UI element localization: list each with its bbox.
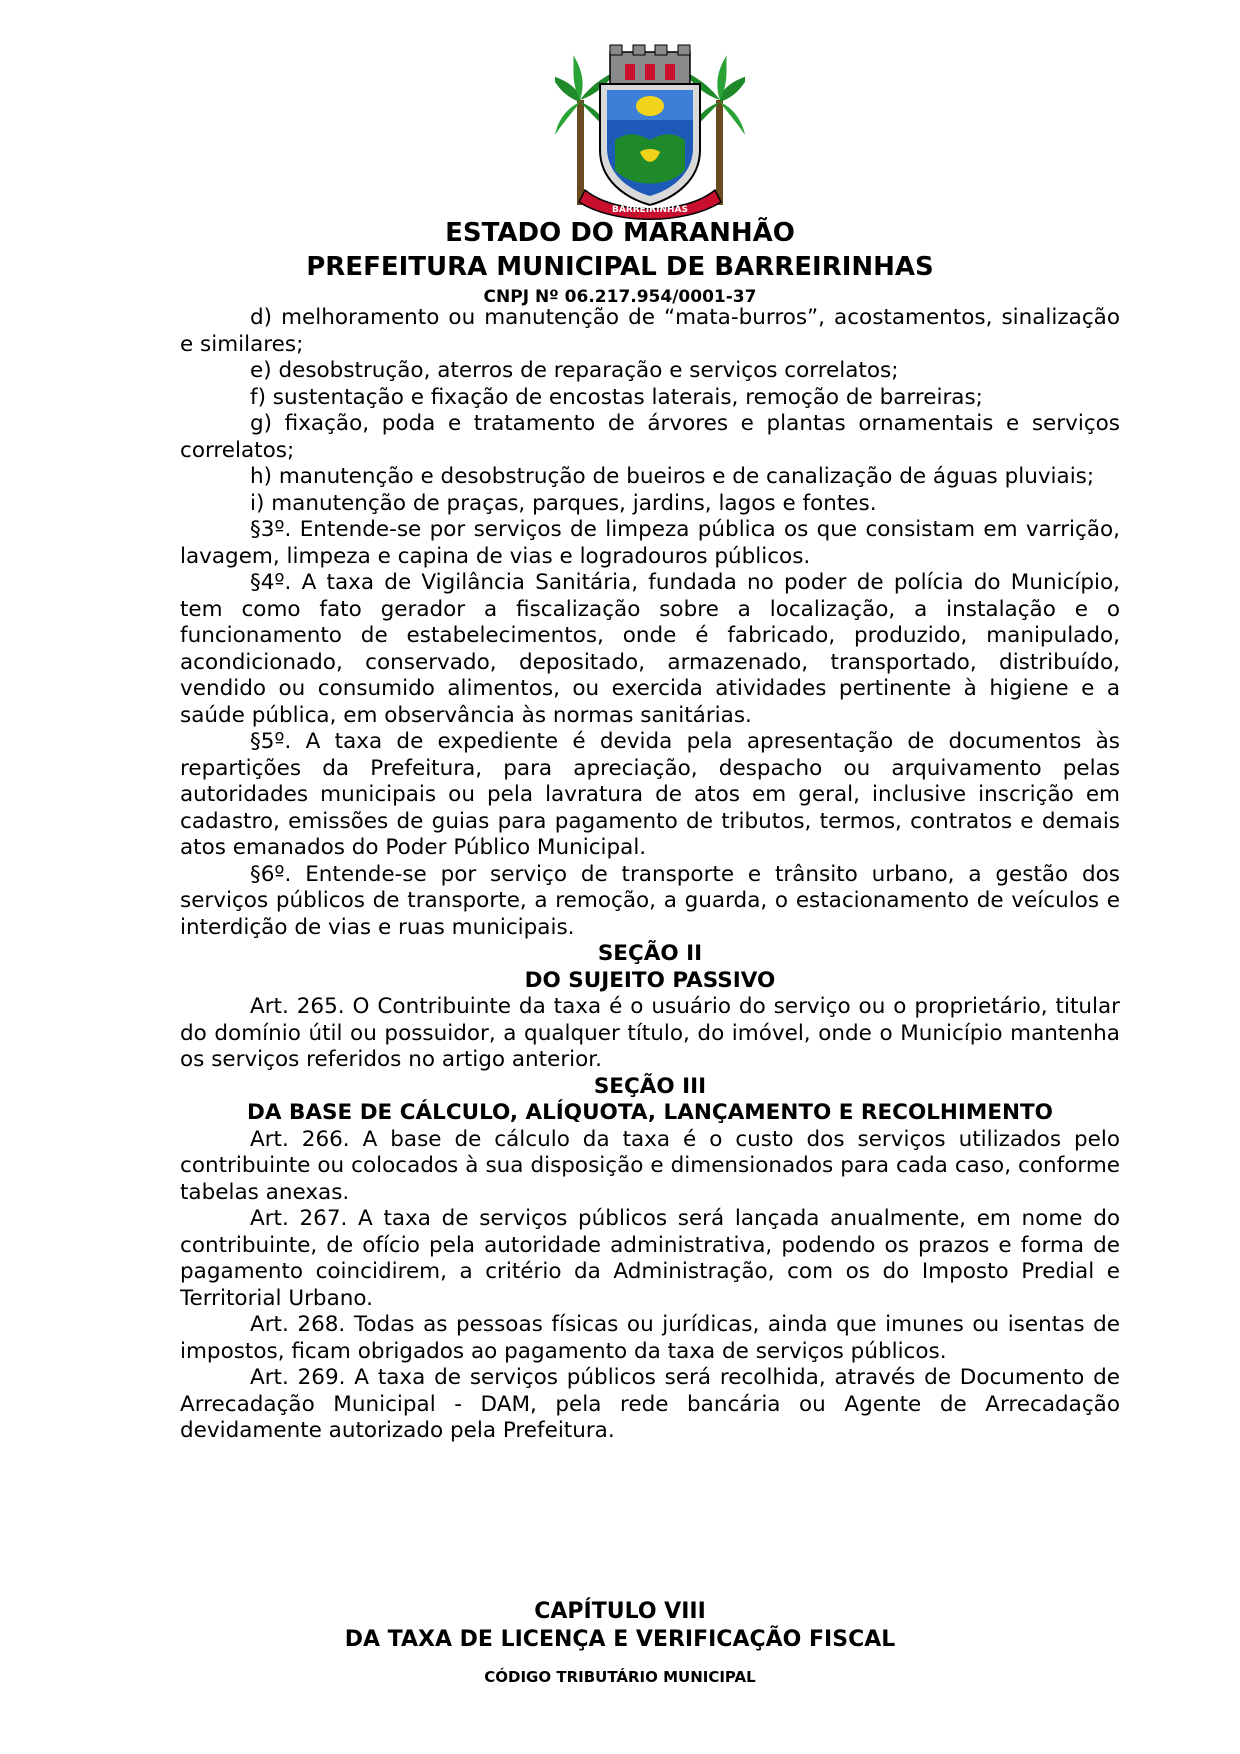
item-i: i) manutenção de praças, parques, jardins, lagos e fontes. bbox=[250, 490, 877, 516]
cnpj-line: CNPJ Nº 06.217.954/0001-37 bbox=[483, 287, 757, 307]
coat-of-arms-logo bbox=[555, 40, 745, 220]
page-footer: CÓDIGO TRIBUTÁRIO MUNICIPAL bbox=[484, 1668, 756, 1686]
article-267: Art. 267. A taxa de serviços públicos será lançada anualmente, em nome do contribuinte, de ofício pela autoridade administrativa, podendo os prazos e forma de pagamento coincidirem, a critério da Administração, com os do Imposto Predial e Territorial Urbano. bbox=[180, 1206, 1120, 1311]
prefecture-title: PREFEITURA MUNICIPAL DE BARREIRINHAS bbox=[306, 252, 934, 282]
item-f: f) sustentação e fixação de encostas laterais, remoção de barreiras; bbox=[250, 384, 983, 410]
mural-crown-icon bbox=[610, 45, 690, 84]
section-3-subtitle: DA BASE DE CÁLCULO, ALÍQUOTA, LANÇAMENTO E RECOLHIMENTO bbox=[247, 1100, 1053, 1125]
section-3-title: SEÇÃO III bbox=[593, 1073, 707, 1099]
chapter-subtitle: DA TAXA DE LICENÇA E VERIFICAÇÃO FISCAL bbox=[344, 1627, 896, 1652]
paragraph-3: §3º. Entende-se por serviços de limpeza pública os que consistam em varrição, lavagem, limpeza e capina de vias e logradouros públicos. bbox=[180, 517, 1120, 569]
item-d: d) melhoramento ou manutenção de “mata-burros”, acostamentos, sinalização e similares; bbox=[180, 305, 1120, 357]
section-2-title: SEÇÃO II bbox=[597, 941, 703, 966]
shield-icon bbox=[600, 84, 700, 205]
article-266: Art. 266. A base de cálculo da taxa é o custo dos serviços utilizados pelo contribuinte ou colocados à sua disposição e dimensionados para cada caso, conforme tabelas anexas. bbox=[180, 1126, 1120, 1205]
document-body bbox=[180, 305, 1120, 1445]
item-h: h) manutenção e desobstrução de bueiros e de canalização de águas pluviais; bbox=[250, 464, 1095, 489]
article-265: Art. 265. O Contribuinte da taxa é o usuário do serviço ou o proprietário, titular do domínio útil ou possuidor, a qualquer título, do imóvel, onde o Município mantenha os serviços referidos no artigo anterior. bbox=[180, 994, 1120, 1072]
state-title: ESTADO DO MARANHÃO bbox=[445, 218, 795, 248]
item-g: g) fixação, poda e tratamento de árvores e plantas ornamentais e serviços correlatos; bbox=[180, 411, 1120, 463]
item-e: e) desobstrução, aterros de reparação e serviços correlatos; bbox=[250, 358, 899, 383]
paragraph-4: §4º. A taxa de Vigilância Sanitária, fundada no poder de polícia do Município, tem como fato gerador a fiscalização sobre a localização, a instalação e o funcionamento de estabelecimentos, onde é fabricado, produzido, manipulado, acondicionado, conservado, depositado, armazenado, transportado, distribuído, vendido ou consumido alimentos, ou exercida atividades pertinente à higiene e a saúde pública, em observância às normas sanitárias. bbox=[180, 570, 1120, 728]
logo-banner-text: BARREIRINHAS bbox=[612, 205, 688, 215]
section-2-subtitle: DO SUJEITO PASSIVO bbox=[524, 967, 776, 993]
chapter-title: CAPÍTULO VIII bbox=[534, 1599, 706, 1624]
paragraph-6: §6º. Entende-se por serviço de transporte e trânsito urbano, a gestão dos serviços públicos de transporte, a remoção, a guarda, o estacionamento de veículos e interdição de vias e ruas municipais. bbox=[180, 861, 1120, 940]
article-269: Art. 269. A taxa de serviços públicos será recolhida, através de Documento de Arrecadação Municipal - DAM, pela rede bancária ou Agente de Arrecadação devidamente autorizado pela Prefeitura. bbox=[180, 1365, 1120, 1443]
article-268: Art. 268. Todas as pessoas físicas ou jurídicas, ainda que imunes ou isentas de impostos, ficam obrigados ao pagamento da taxa de serviços públicos. bbox=[180, 1312, 1120, 1364]
paragraph-5: §5º. A taxa de expediente é devida pela apresentação de documentos às repartições da Prefeitura, para apreciação, despacho ou arquivamento pelas autoridades municipais ou pela lavratura de atos em geral, inclusive inscrição em cadastro, emissões de guias para pagamento de tributos, termos, contratos e demais atos emanados do Poder Público Municipal. bbox=[180, 729, 1120, 860]
